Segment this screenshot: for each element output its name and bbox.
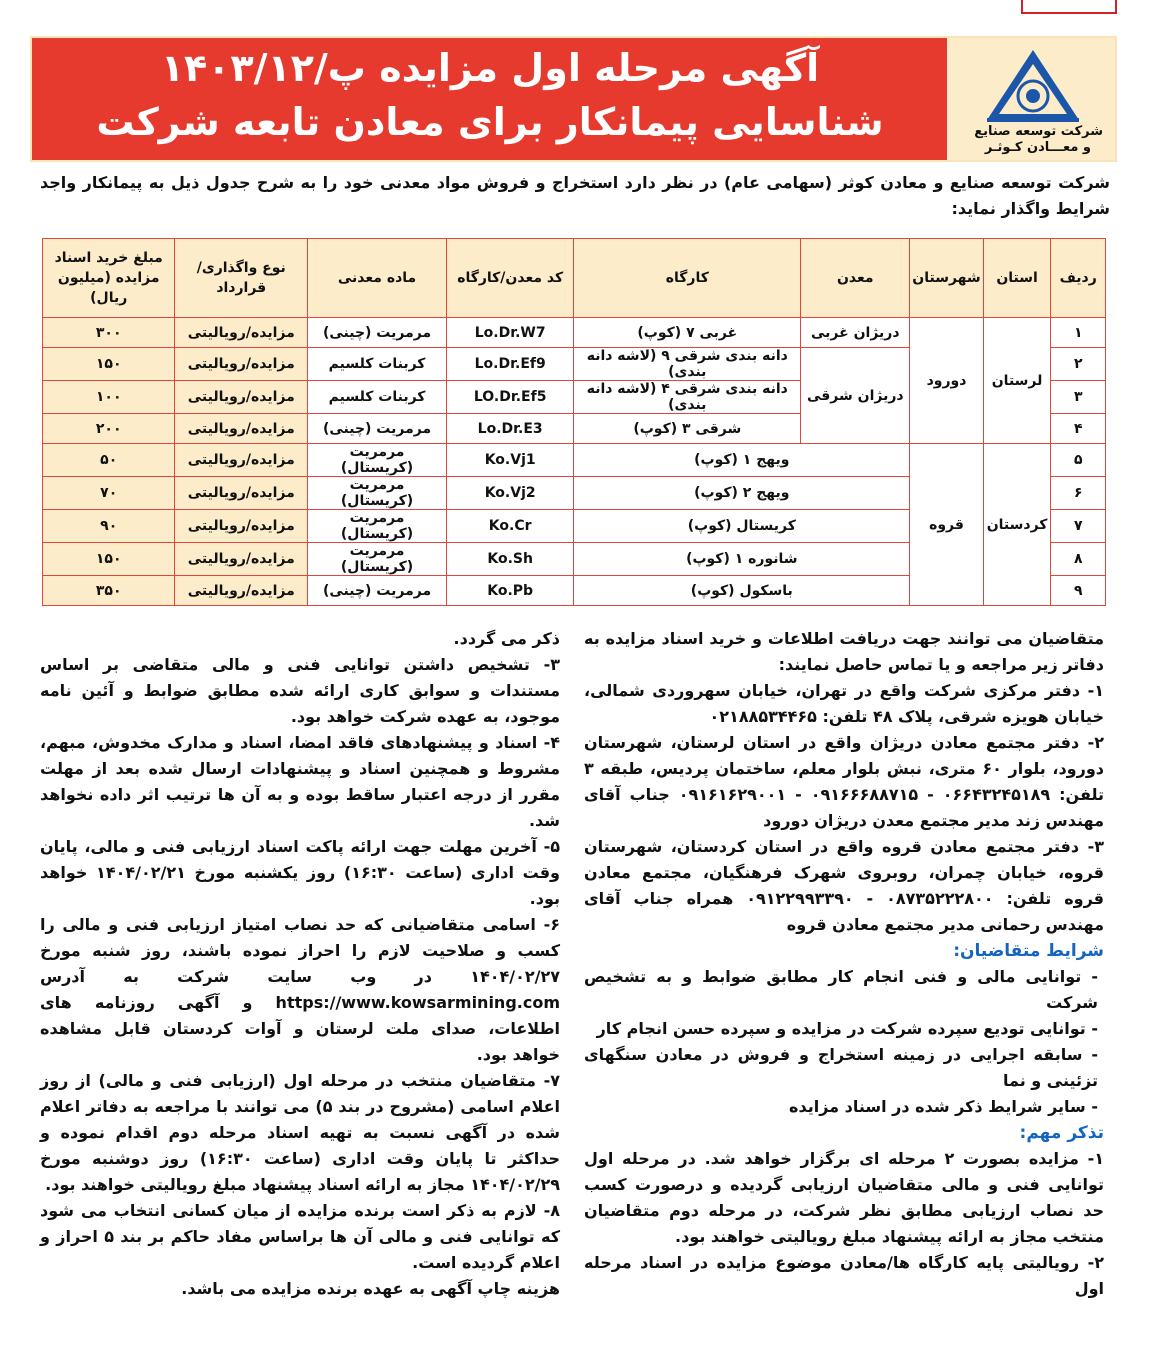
logo-emblem-icon bbox=[983, 46, 1083, 126]
cell-mine: دریژان غربی bbox=[801, 318, 910, 348]
th-city: شهرستان bbox=[910, 239, 983, 318]
cell-mine: دریژان شرقی bbox=[801, 348, 910, 444]
cell-no: ۵ bbox=[1051, 444, 1106, 477]
cell-no: ۳ bbox=[1051, 381, 1106, 414]
cell-material: مرمریت (کریستال) bbox=[308, 510, 447, 543]
cell-workshop: دانه بندی شرقی ۴ (لاشه دانه بندی) bbox=[574, 381, 801, 414]
website-link[interactable]: https://www.kowsarmining.com bbox=[275, 993, 560, 1012]
office-2: ۲- دفتر مجتمع معادن دریژان واقع در استان لرستان، شهرستان دورود، بلوار ۶۰ متری، نبش بلوار معلم، ساختمان پردیس، طبقه ۳ تلفن: ۰۶۶۴۳۲۴۵۱۸۹ - ۰۹۱۶۶۶۸۸۷۱۵ - ۰۹۱۶۱۶۲۹۰۰۱ جناب آقای مهندس زند مدیر مجتمع معدن دریژان دورود bbox=[584, 733, 1105, 830]
condition-item: - توانایی مالی و فنی انجام کار مطابق ضوابط و به تشخیص شرکت bbox=[584, 967, 1098, 1012]
continuation-text: ذکر می گردد. bbox=[453, 629, 560, 648]
table-header-row bbox=[43, 239, 1106, 318]
cell-no: ۲ bbox=[1051, 348, 1106, 381]
header-title-line1: آگهی مرحله اول مزایده پ/۱۴۰۳/۱۲ bbox=[160, 46, 820, 90]
cell-material: کربنات کلسیم bbox=[308, 381, 447, 414]
cell-price: ۳۰۰ bbox=[43, 318, 175, 348]
cell-contract-type: مزایده/رویالیتی bbox=[175, 381, 308, 414]
cell-code: Lo.Dr.Ef9 bbox=[447, 348, 574, 381]
cell-code: Lo.Dr.E3 bbox=[447, 414, 574, 444]
right-column bbox=[584, 626, 1104, 1302]
note-item bbox=[40, 912, 560, 1068]
th-row-no: ردیف bbox=[1051, 239, 1106, 318]
cell-material: کربنات کلسیم bbox=[308, 348, 447, 381]
header-title-line2: شناسایی پیمانکار برای معادن تابعه شرکت bbox=[96, 100, 884, 144]
note-item: ۸- لازم به ذکر است برنده مزایده از میان کسانی انتخاب می شود که توانایی فنی و مالی آن ها براساس مفاد حاکم بر بند ۵ احراز و اعلام گردیده است. bbox=[40, 1201, 560, 1272]
cell-contract-type: مزایده/رویالیتی bbox=[175, 348, 308, 381]
cell-no: ۸ bbox=[1051, 543, 1106, 576]
th-code: کد معدن/کارگاه bbox=[447, 239, 574, 318]
cell-material: مرمریت (کریستال) bbox=[308, 444, 447, 477]
condition-item: - سایر شرایط ذکر شده در اسناد مزایده bbox=[789, 1097, 1098, 1116]
cell-contract-type: مزایده/رویالیتی bbox=[175, 414, 308, 444]
cell-code: Ko.Vj2 bbox=[447, 477, 574, 510]
top-strip-border bbox=[1021, 0, 1117, 14]
company-logo bbox=[947, 38, 1115, 160]
th-mine: معدن bbox=[801, 239, 910, 318]
cell-price: ۵۰ bbox=[43, 444, 175, 477]
cell-material: مرمریت (چینی) bbox=[308, 576, 447, 606]
cell-contract-type: مزایده/رویالیتی bbox=[175, 444, 308, 477]
condition-item: - توانایی تودیع سپرده شرکت در مزایده و سپرده حسن انجام کار bbox=[596, 1019, 1098, 1038]
note-item: ۴- اسناد و پیشنهادهای فاقد امضا، اسناد و مدارک مخدوش، مبهم، مشروط و همچنین اسناد و پیشنهادات ارسال شده بعد از مهلت مقرر از درجه اعتبار ساقط بوده و به آن ها ترتیب اثر داده نخواهد شد. bbox=[40, 733, 560, 830]
cell-contract-type: مزایده/رویالیتی bbox=[175, 543, 308, 576]
cell-no: ۹ bbox=[1051, 576, 1106, 606]
th-contract-type: نوع واگذاری/قرارداد bbox=[175, 239, 308, 318]
cell-price: ۲۰۰ bbox=[43, 414, 175, 444]
cell-code: Ko.Pb bbox=[447, 576, 574, 606]
note-item: هزینه چاپ آگهی به عهده برنده مزایده می باشد. bbox=[181, 1279, 560, 1298]
intro-paragraph: شرکت توسعه صنایع و معادن کوثر (سهامی عام) در نظر دارد استخراج و فروش مواد معدنی خود را به شرح جدول ذیل به پیمانکار واجد شرایط واگذار نماید: bbox=[40, 173, 1110, 218]
logo-text-line1: شرکت توسعه صنایع bbox=[974, 124, 1103, 139]
th-workshop: کارگاه bbox=[574, 239, 801, 318]
cell-workshop: دانه بندی شرقی ۹ (لاشه دانه بندی) bbox=[574, 348, 801, 381]
cell-code: LO.Dr.Ef5 bbox=[447, 381, 574, 414]
logo-text-line2: و معـــادن کـوثـر bbox=[984, 140, 1091, 155]
note-6-text: ۶- اسامی متقاضیانی که حد نصاب امتیاز ارزیابی فنی و مالی را کسب و صلاحیت لازم را احراز نموده باشند، روز شنبه مورخ ۱۴۰۴/۰۲/۲۷ در وب سایت شرکت به آدرس bbox=[40, 915, 560, 986]
cell-workshop: شرقی ۳ (کوپ) bbox=[574, 414, 801, 444]
cell-price: ۷۰ bbox=[43, 477, 175, 510]
cell-contract-type: مزایده/رویالیتی bbox=[175, 477, 308, 510]
condition-item: - سابقه اجرایی در زمینه استخراج و فروش در معادن سنگهای تزئینی و نما bbox=[584, 1045, 1098, 1090]
cell-price: ۹۰ bbox=[43, 510, 175, 543]
cell-no: ۶ bbox=[1051, 477, 1106, 510]
note-item: ۱- مزایده بصورت ۲ مرحله ای برگزار خواهد شد. در مرحله اول توانایی فنی و مالی متقاضیان ارزیابی گردیده و درصورت کسب حد نصاب ارزیابی مطابق نظر شرکت، در مرحله دوم متقاضیان منتخب مجاز به ارائه پیشنهاد مبلغ رویالیتی خواهند بود. bbox=[584, 1149, 1105, 1246]
cell-material: مرمریت (کریستال) bbox=[308, 477, 447, 510]
table-row bbox=[43, 318, 1106, 348]
cell-code: Ko.Sh bbox=[447, 543, 574, 576]
left-column bbox=[40, 626, 560, 1302]
note-6-text-cont: و آگهی روزنامه های اطلاعات، صدای ملت لرستان و آوات کردستان قابل مشاهده خواهد بود. bbox=[40, 993, 560, 1064]
th-province: استان bbox=[983, 239, 1051, 318]
cell-contract-type: مزایده/رویالیتی bbox=[175, 318, 308, 348]
cell-workshop: ویهج ۲ (کوپ) bbox=[574, 477, 910, 510]
cell-city: قروه bbox=[910, 444, 983, 606]
cell-workshop: غربی ۷ (کوپ) bbox=[574, 318, 801, 348]
cell-contract-type: مزایده/رویالیتی bbox=[175, 576, 308, 606]
cell-material: مرمریت (چینی) bbox=[308, 318, 447, 348]
note-item: ۳- تشخیص داشتن توانایی فنی و مالی متقاضی بر اساس مستندات و سوابق کاری ارائه شده مطابق ضوابط و آئین نامه موجود، به عهده شرکت خواهد بود. bbox=[40, 655, 560, 726]
cell-code: Lo.Dr.W7 bbox=[447, 318, 574, 348]
contact-intro: متقاضیان می توانند جهت دریافت اطلاعات و خرید اسناد مزایده به دفاتر زیر مراجعه و یا تماس حاصل نمایند: bbox=[584, 629, 1104, 674]
note-item: ۲- رویالیتی پایه کارگاه ها/معادن موضوع مزایده در اسناد مرحله اول bbox=[584, 1253, 1104, 1298]
cell-workshop: شانوره ۱ (کوپ) bbox=[574, 543, 910, 576]
top-strip bbox=[0, 0, 1149, 22]
cell-no: ۷ bbox=[1051, 510, 1106, 543]
conditions-heading: شرایط متقاضیان: bbox=[953, 941, 1104, 961]
cell-workshop: ویهج ۱ (کوپ) bbox=[574, 444, 910, 477]
th-price: مبلغ خرید اسناد مزایده (میلیون ریال) bbox=[43, 239, 175, 318]
cell-workshop: کریستال (کوپ) bbox=[574, 510, 910, 543]
note-item: ۵- آخرین مهلت جهت ارائه پاکت اسناد ارزیابی فنی و مالی، پایان وقت اداری (ساعت ۱۶:۳۰) روز یکشنبه مورخ ۱۴۰۴/۰۲/۲۱ خواهد بود. bbox=[40, 837, 561, 908]
cell-price: ۱۵۰ bbox=[43, 348, 175, 381]
cell-contract-type: مزایده/رویالیتی bbox=[175, 510, 308, 543]
cell-material: مرمریت (کریستال) bbox=[308, 543, 447, 576]
cell-price: ۱۰۰ bbox=[43, 381, 175, 414]
auction-table bbox=[42, 238, 1106, 606]
cell-workshop: باسکول (کوپ) bbox=[574, 576, 910, 606]
cell-province: کردستان bbox=[983, 444, 1051, 606]
cell-material: مرمریت (چینی) bbox=[308, 414, 447, 444]
cell-city: دورود bbox=[910, 318, 983, 444]
cell-province: لرستان bbox=[983, 318, 1051, 444]
header-banner bbox=[30, 36, 1117, 162]
cell-price: ۱۵۰ bbox=[43, 543, 175, 576]
note-item: ۷- متقاضیان منتخب در مرحله اول (ارزیابی فنی و مالی) از روز اعلام اسامی (مشروح در بند ۵) می توانند با مراجعه به دفاتر اعلام شده در آگهی نسبت به تهیه اسناد مرحله دوم اقدام نموده و حداکثر تا پایان وقت اداری (ساعت ۱۶:۳۰) روز دوشنبه مورخ ۱۴۰۴/۰۲/۲۹ مجاز به ارائه اسناد پیشنهاد مبلغ رویالیتی خواهند بود. bbox=[40, 1071, 561, 1194]
th-material: ماده معدنی bbox=[308, 239, 447, 318]
office-1: ۱- دفتر مرکزی شرکت واقع در تهران، خیابان سهروردی شمالی، خیابان هویزه شرقی، پلاک ۴۸ تلفن: ۰۲۱۸۸۵۳۴۴۶۵ bbox=[584, 681, 1104, 726]
cell-no: ۱ bbox=[1051, 318, 1106, 348]
table-row bbox=[43, 444, 1106, 477]
cell-code: Ko.Vj1 bbox=[447, 444, 574, 477]
office-3: ۳- دفتر مجتمع معادن قروه واقع در استان کردستان، شهرستان قروه، خیابان چمران، روبروی شهرک فرهنگیان، مجتمع معادن قروه تلفن: ۰۸۷۳۵۲۲۲۸۰۰ - ۰۹۱۲۲۹۹۳۳۹۰ همراه جناب آقای مهندس رحمانی مدیر مجتمع معادن قروه bbox=[584, 837, 1105, 934]
notes-heading: تذکر مهم: bbox=[1019, 1123, 1104, 1143]
cell-code: Ko.Cr bbox=[447, 510, 574, 543]
cell-no: ۴ bbox=[1051, 414, 1106, 444]
cell-price: ۳۵۰ bbox=[43, 576, 175, 606]
